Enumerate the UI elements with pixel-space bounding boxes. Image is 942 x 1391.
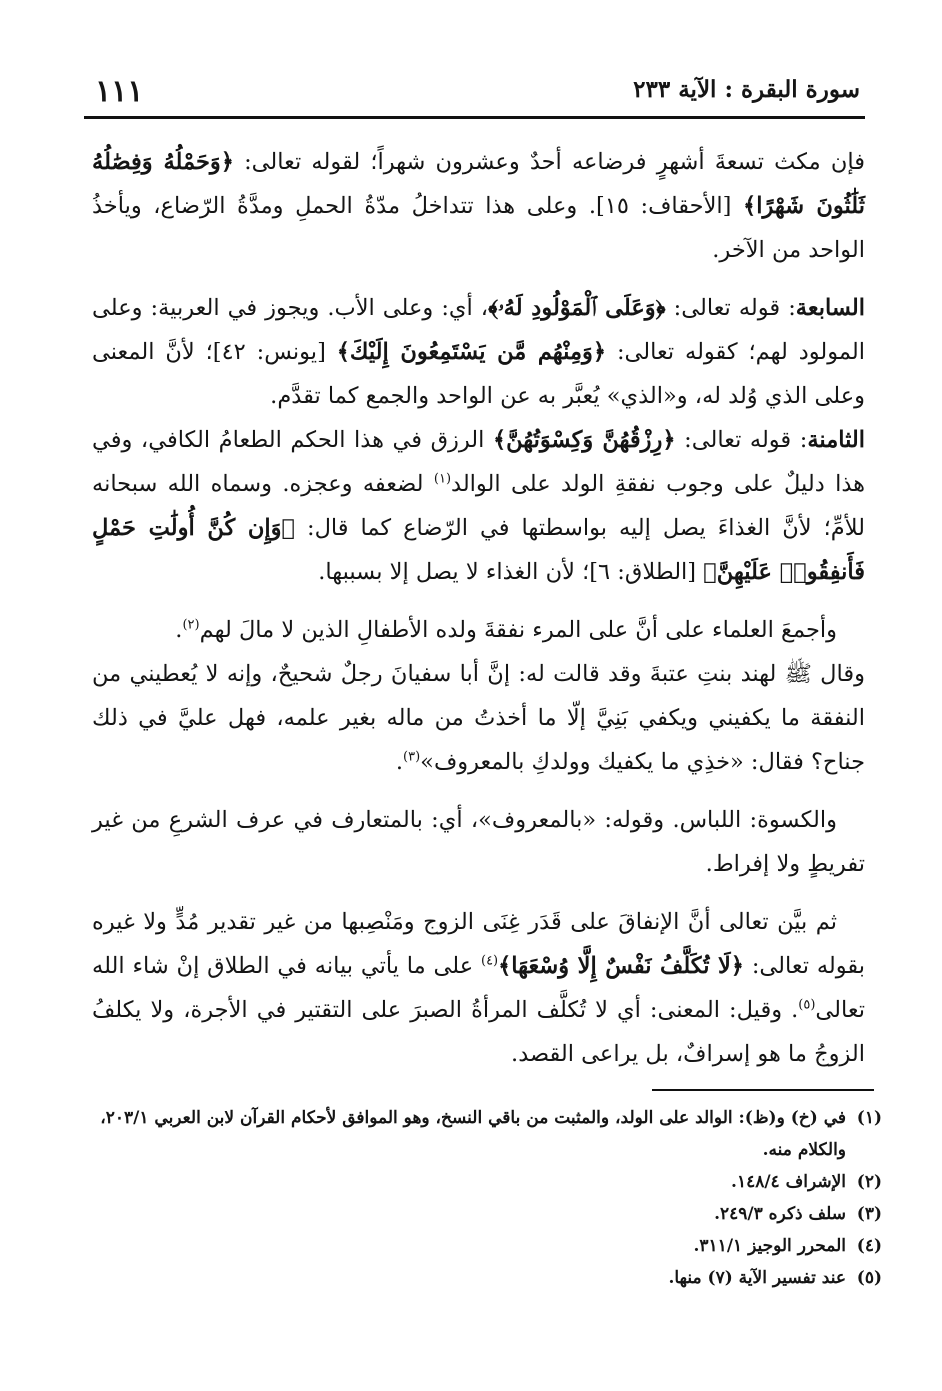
text-run: وقال ﷺ لهند بنتِ عتبةَ وقد قالت له: إنَّ أبا سفيانَ رجلٌ شحيحٌ، وإنه لا يُعطيني من النفقة ما يكفيني ويكفي بَنِيَّ إلّا ما أخذتُ من ماله بغير علمه، فهل عليَّ في ذلك جناح؟ فقال: «خذِي ما يكفيك وولدكِ بالمعروف» [92,661,865,775]
footnote [92,1102,882,1166]
quran-verse: ﴿وَعَلَى ٱلْمَوْلُودِ لَهُۥ﴾ [488,295,666,321]
footnote [92,1198,882,1230]
footnote-text: في (خ) و(ظ): الوالد على الولد، والمثبت من باقي النسخ، وهو الموافق لأحكام القرآن لابن العربي ٢٠٣/١، والكلام منه. [100,1108,846,1160]
quran-verse: ﴿رِزْقُهُنَّ وَكِسْوَتُهُنَّ﴾ [492,427,676,453]
footnote-rule [652,1089,874,1091]
paragraph-hadith [92,652,865,784]
text-run: . [175,617,183,643]
paragraph-1 [92,140,865,272]
text-run: لضعفه وعجزه. وسماه الله سبحانه للأمِّ؛ لأنَّ الغذاءَ يصل إليه بواسطتها في الرّضاع كما قال: [92,471,865,541]
text-run: الرزق في هذا الحكم الطعامُ الكافي، وفي هذا دليلٌ على وجوب نفقةِ الولد على الوالد [92,427,865,497]
text-run: : قوله تعالى: [675,427,808,453]
paragraph-clothing: والكسوة: اللباس. وقوله: «بالمعروف»، أي: بالمتعارف في عرف الشرعِ من غير تفريطٍ ولا إفراط. [92,807,865,877]
text-run: على ما يأتي بيانه في الطلاق إنْ شاء الله تعالى [92,953,865,1023]
text-run: . وقيل: المعنى: أي لا تُكلَّف المرأةُ الصبرَ على التقتير في الأجرة، ولا يكلفُ الزوجُ ما هو إسرافٌ، بل يراعى القصد. [92,997,865,1067]
footnotes [92,1102,882,1294]
text-run: ، أي: وعلى الأب. ويجوز في العربية: وعلى المولود لهم؛ كقوله تعالى: [92,295,866,365]
quran-verse: ﴿وَمِنْهُم مَّن يَسْتَمِعُونَ إِلَيْكَ﴾ [336,339,607,365]
section-term: السابعة [795,295,865,321]
page-number: ١١١ [95,74,144,109]
main-text [92,140,865,1076]
text-run: [الطلاق: ٦]؛ لأن الغذاء لا يصل إلا بسببها. [318,559,704,585]
footnote-ref[interactable]: (٤) [480,953,499,969]
page-header [95,68,860,116]
running-head: سورة البقرة : الآية ٢٣٣ [633,76,860,103]
footnote-ref[interactable]: (٢) [182,617,200,633]
quran-verse: ﴿لَا تُكَلَّفُ نَفْسٌ إِلَّا وُسْعَهَا﴾ [498,953,744,979]
paragraph-consensus [92,608,865,652]
footnote-mark: (٥) [856,1268,882,1288]
header-rule [84,116,865,119]
footnote-text: عند تفسير الآية (٧) منها. [668,1268,846,1288]
footnote-text: الإشراف ١٤٨/٤. [731,1172,846,1192]
text-run: فإن مكث تسعةَ أشهرٍ فرضاعه أحدٌ وعشرون شهراً؛ لقوله تعالى: [233,149,865,175]
section-term: الثامنة [807,427,865,453]
paragraph-spending [92,900,865,1076]
text-run: : قوله تعالى: [665,295,796,321]
footnote-mark: (٢) [856,1172,882,1192]
footnote-ref[interactable]: (٣) [403,749,421,765]
text-run: وأجمعَ العلماء على أنَّ على المرء نفقةَ ولده الأطفالِ الذين لا مالَ لهم [199,617,837,643]
text-run: [يونس: ٤٢]؛ لأنَّ المعنى وعلى الذي وُلد له، و«الذي» يُعبَّر به عن الواحد والجمع كما تقدَّم. [92,339,865,409]
quran-verse: ﴿وَإِن كُنَّ أُولَٰتِ حَمْلٍ فَأَنفِقُوا۟ عَلَيْهِنَّ﴾ [92,515,865,585]
text-run: [الأحقاف: ١٥]. وعلى هذا تتداخلُ مدّةُ الحملِ ومدَّةُ الرّضاع، ويأخذُ الواحد من الآخر. [92,193,865,263]
footnote-mark: (٣) [856,1204,882,1224]
footnote-mark: (١) [856,1108,882,1128]
text-run: . [395,749,404,775]
footnote [92,1166,882,1198]
footnote-ref[interactable]: (٥) [798,997,816,1013]
footnote-text: سلف ذكره ٢٤٩/٣. [714,1204,846,1224]
footnote [92,1262,882,1294]
footnote-text: المحرر الوجيز ٣١١/١. [693,1236,846,1256]
footnote-ref[interactable]: (١) [433,471,452,487]
footnote-mark: (٤) [856,1236,882,1256]
quran-verse: ﴿وَحَمْلُهُ وَفِصَٰلُهُ ثَلَٰثُونَ شَهْرًا﴾ [92,149,865,219]
paragraph-seventh [92,286,865,418]
paragraph-eighth [92,418,865,594]
text-run: ثم بيَّن تعالى أنَّ الإنفاقَ على قَدَر غِنَى الزوج ومَنْصِبها من غير تقدير مُدٍّ ولا غيره بقوله تعالى: [92,909,865,979]
footnote [92,1230,882,1262]
